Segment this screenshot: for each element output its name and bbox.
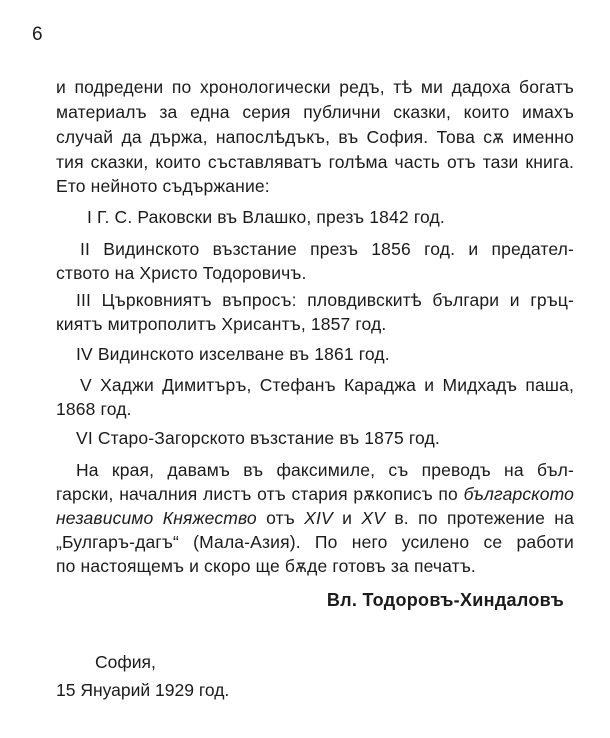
contents-item-3-line-2: киятъ митрополитъ Хрисантъ, 1857 год. bbox=[56, 314, 387, 334]
closing-line-2 bbox=[56, 483, 574, 505]
contents-item-4: IV Видинското изселване въ 1861 год. bbox=[76, 344, 390, 364]
closing-line-5: по настоящемъ и скоро ще бѫде готовъ за печатъ. bbox=[56, 556, 476, 576]
contents-item-2-line-1: II Видинското възстание презъ 1856 год. и предател- bbox=[80, 239, 574, 259]
contents-item-1: I Г. С. Раковски въ Влашко, презъ 1842 год. bbox=[87, 207, 445, 227]
closing-line-1: На края, давамъ въ факсимиле, съ преводъ на бъл- bbox=[76, 460, 574, 480]
date: 15 Януарий 1929 год. bbox=[56, 680, 230, 700]
page-number: 6 bbox=[32, 24, 43, 45]
closing-line-3-text-c: в. по протежение на bbox=[385, 508, 574, 528]
place: София, bbox=[95, 652, 156, 672]
contents-item-2-line-2: ството на Христо Тодоровичъ. bbox=[56, 263, 307, 283]
closing-line-3-text-a: отъ bbox=[256, 508, 305, 528]
intro-line-1: и подредени по хронологически редъ, тѣ ми дадоха богатъ bbox=[56, 77, 574, 97]
closing-line-3-century-2: XV bbox=[361, 508, 386, 528]
contents-item-6: VI Старо-Загорското възстание въ 1875 год. bbox=[76, 428, 440, 448]
contents-item-3-line-1: III Църковниятъ въпросъ: пловдивскитѣ българи и гръц- bbox=[76, 290, 574, 310]
closing-line-3-century-1: XIV bbox=[304, 508, 333, 528]
intro-line-3: случай да държа, напослѣдъкъ, въ София. Това сѫ именно bbox=[56, 127, 574, 147]
contents-item-5-line-1: V Хаджи Димитъръ, Стефанъ Караджа и Мидхадъ паша, bbox=[80, 375, 574, 395]
intro-line-4: тия сказки, които съставляватъ голѣма часть отъ тази книга. bbox=[56, 152, 574, 172]
closing-line-2-text: гарски, началния листъ отъ стария рѫкописъ по bbox=[56, 484, 464, 504]
closing-line-3 bbox=[56, 507, 574, 529]
closing-line-4: „Булгаръ-дагъ“ (Мала-Азия). По него усилено се работи bbox=[56, 532, 574, 552]
intro-line-5: Ето нейното съдържание: bbox=[56, 176, 270, 196]
closing-line-3-text-b: и bbox=[332, 508, 362, 528]
intro-line-2: материалъ за една серия публични сказки, които имахъ bbox=[56, 102, 574, 122]
author-signature: Вл. Тодоровъ-Хиндаловъ bbox=[326, 590, 564, 610]
closing-line-2-italic: българското bbox=[463, 484, 574, 504]
closing-line-3-italic: независимо Княжество bbox=[56, 508, 257, 528]
contents-item-5-line-2: 1868 год. bbox=[56, 399, 132, 419]
